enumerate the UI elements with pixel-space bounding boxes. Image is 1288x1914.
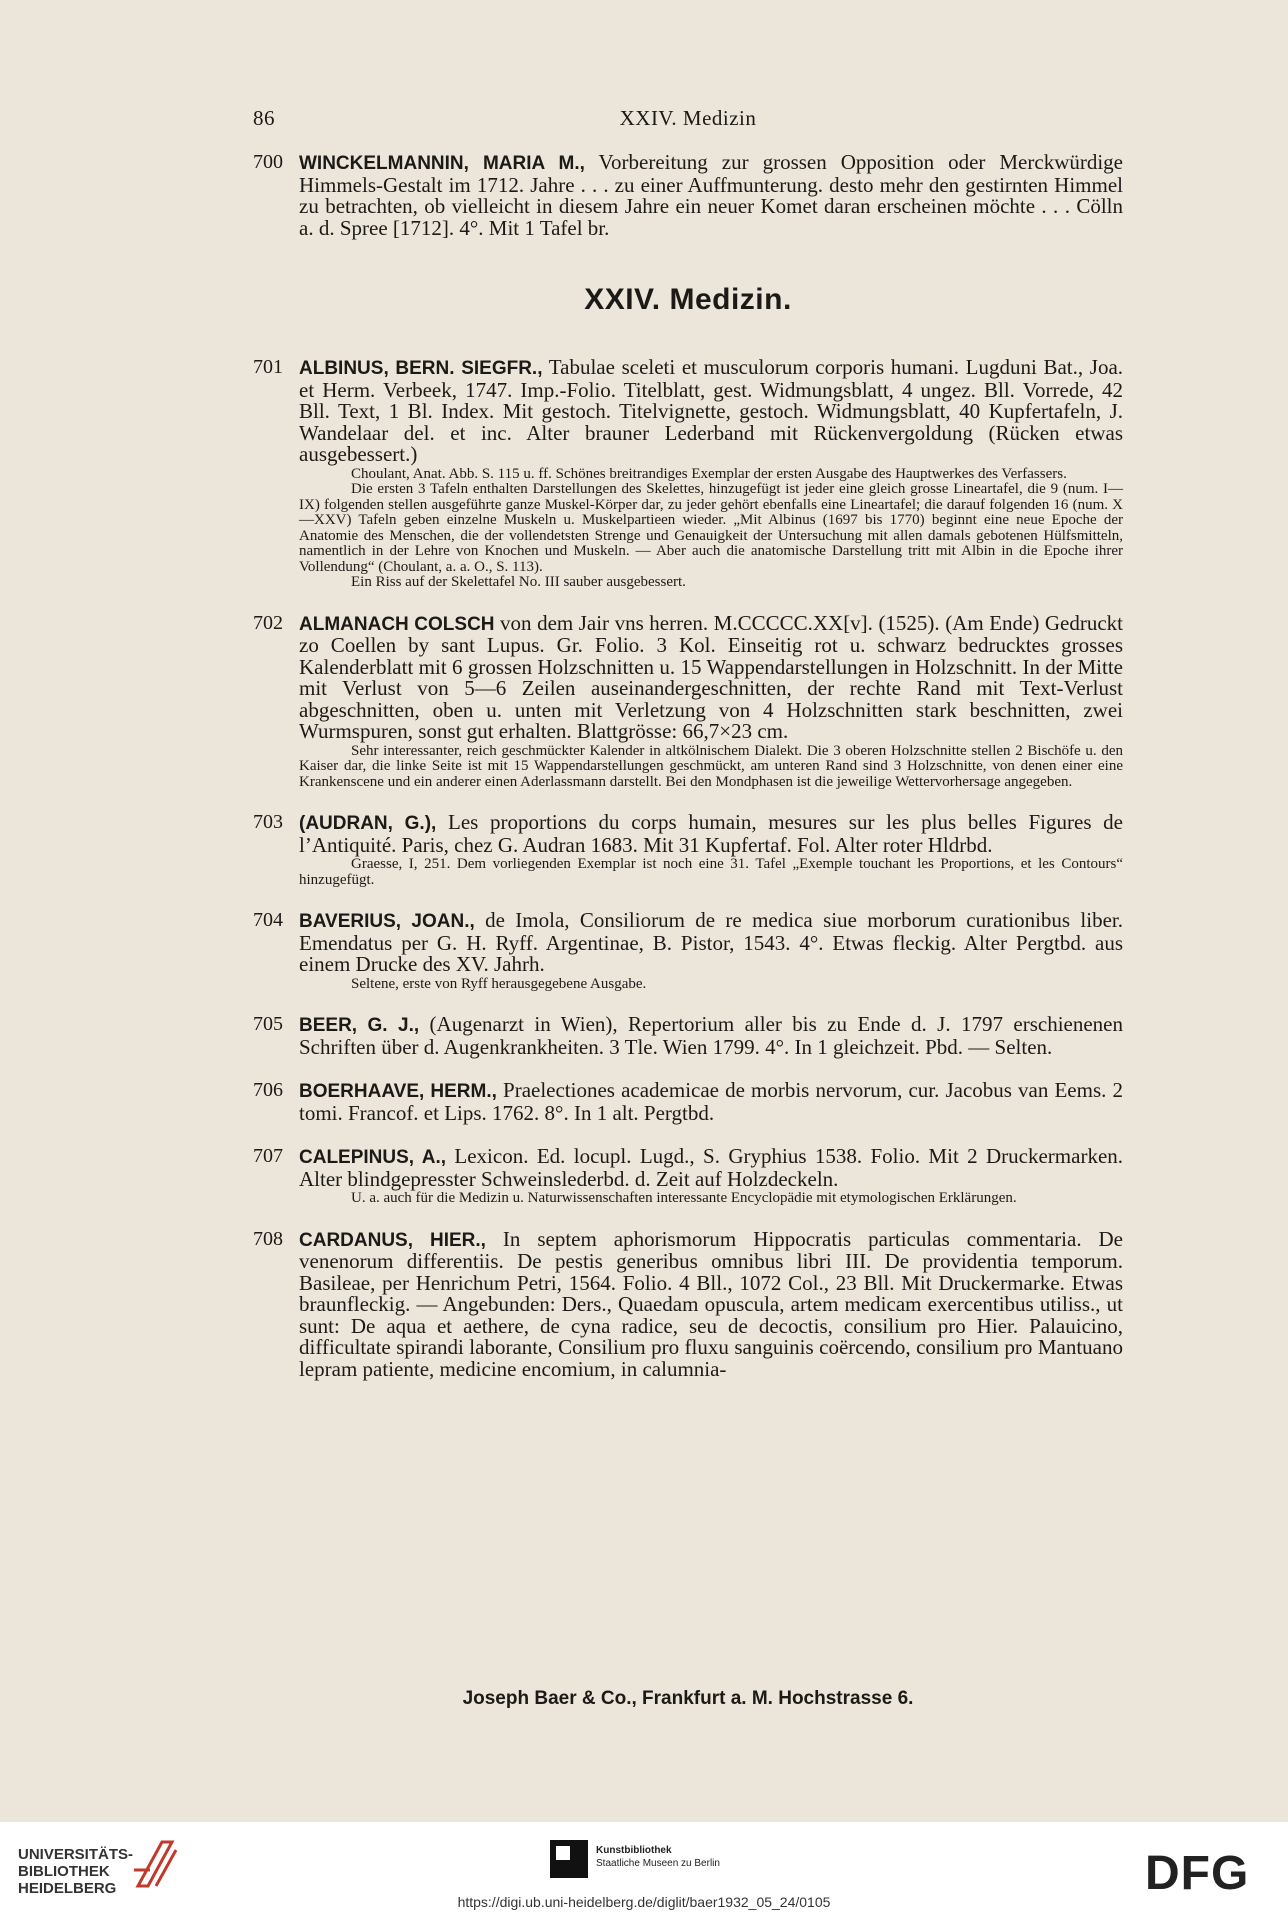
entry-note: U. a. auch für die Medizin u. Naturwissenschaften interessante Encyclopädie mit etymologischen Erklärungen. xyxy=(351,1190,1017,1206)
kunstbibliothek-label xyxy=(596,1844,720,1870)
entry-author: BAVERIUS, JOAN., xyxy=(299,911,475,932)
entry-text: Les proportions du corps humain, mesures sur les plus belles Figures de l’Antiquité. Paris, chez G. Audran 1683. Mit 31 Kupfertaf. Fol. Alter roter Hldrbd. xyxy=(299,810,1123,857)
catalog-content xyxy=(253,152,1123,1402)
running-title: XXIV. Medizin xyxy=(619,106,757,130)
kunstbibliothek-logo-icon[interactable] xyxy=(550,1840,588,1878)
entry-body xyxy=(299,1014,1123,1058)
catalog-entry-701 xyxy=(253,357,1123,591)
catalog-entry-707 xyxy=(253,1146,1123,1207)
ub-logo-line: BIBLIOTHEK xyxy=(18,1863,110,1880)
entry-note: Sehr interessanter, reich geschmückter Kalender in altkölnischem Dialekt. Die 3 oberen Holzschnitte stellen 2 Bischöfe u. den Kaiser dar, die linke Seite ist mit 15 Wappendarstellungen geschmückt, am unteren Rand sind 3 Holzschnitte, von denen einer eine Krankenscene und ein anderer einen Aderlassmann darstellt. Bei den Mondphasen ist die jeweilige Wettervorhersage angegeben. xyxy=(299,742,1123,790)
entry-text: Tabulae sceleti et musculorum corporis humani. Lugduni Bat., Joa. et Herm. Verbeek, 1747. Imp.-Folio. Titelblatt, gest. Widmungsblatt, 4 ungez. Bll. Vorrede, 42 Bll. Text, 1 Bl. Index. Mit gestoch. Titelvignette, gestoch. Widmungsblatt, 40 Kupfertafeln, J. Wandelaar del. et inc. Alter brauner Lederband mit Rückenvergoldung (Rücken etwas ausgebessert.) xyxy=(299,355,1124,466)
catalog-entry-702 xyxy=(253,610,1123,791)
entry-body xyxy=(299,357,1123,466)
entry-notes xyxy=(299,857,1123,888)
entry-body xyxy=(299,812,1123,856)
entry-text: Praelectiones academicae de morbis nervorum, cur. Jacobus van Eems. 2 tomi. Francof. et Lips. 1762. 8°. In 1 alt. Pergtbd. xyxy=(299,1078,1123,1125)
section-heading: XXIV. Medizin. xyxy=(584,283,792,316)
entry-notes xyxy=(299,977,1123,993)
entry-author: BEER, G. J., xyxy=(299,1015,420,1036)
entry-author: (AUDRAN, G.), xyxy=(299,813,437,834)
entry-number: 708 xyxy=(253,1227,283,1250)
entry-author: CARDANUS, HIER., xyxy=(299,1229,486,1251)
entry-author: CALEPINUS, A., xyxy=(299,1147,447,1168)
entry-author: WINCKELMANNIN, MARIA M., xyxy=(299,153,585,174)
entry-text: In septem aphorismorum Hippocratis particulas commentaria. De venenorum differentiis. De pestis generibus omnibus libri III. De providentia temporum. Basileae, per Henrichum Petri, 1564. Folio. 4 Bll., 1072 Col., 23 Bll. Mit Druckermarke. Etwas braunfleckig. — Angebunden: Ders., Quaedam opuscula, artem medicam exercentibus utiliss., ut sunt: De aqua et aethere, de cyna radice, seu de decoctis, consilium pro Hier. Palauicino, difficultate spirandi laborante, Consilium pro fluxu sanguinis coërcendo, consilium pro Mantuano lepram patiente, medicine encomium, in calumnia- xyxy=(299,1226,1124,1381)
dfg-logo[interactable]: DFG xyxy=(1145,1847,1250,1900)
catalog-entry-700 xyxy=(253,152,1123,239)
viewer-footer-bar xyxy=(0,1822,1288,1914)
entry-body xyxy=(299,152,1123,239)
entry-number: 704 xyxy=(253,909,283,931)
entry-body xyxy=(299,910,1123,976)
entry-number: 707 xyxy=(253,1145,283,1167)
entry-body xyxy=(299,1226,1124,1381)
entry-number: 706 xyxy=(253,1079,283,1101)
entry-text: de Imola, Consiliorum de re medica siue morborum curationibus liber. Emendatus per G. H. Ryff. Argentinae, B. Pistor, 1543. 4°. Etwas fleckig. Alter Pergtbd. aus einem Drucke des XV. Jahrh. xyxy=(299,908,1123,976)
entry-body xyxy=(299,1146,1123,1190)
entry-text: (Augenarzt in Wien), Repertorium aller bis zu Ende d. J. 1797 erschienenen Schriften über d. Augenkrankheiten. 3 Tle. Wien 1799. 4°. In 1 gleichzeit. Pbd. — Selten. xyxy=(299,1012,1124,1059)
entry-note: Die ersten 3 Tafeln enthalten Darstellungen des Skelettes, hinzugefügt ist jeder eine gleich grosse Lineartafel, die 9 (num. I—IX) folgenden stellen ausgeführte ganze Muskel-Körper dar, zu jeder gehört ebenfalls eine Lineartafel; die darauf folgenden 16 (num. X—XXV) Tafeln geben einzelne Muskeln u. Muskelpartieen wieder. „Mit Albinus (1697 bis 1770) beginnt eine neue Epoche der Anatomie des Menschen, die der vollendetsten Strenge und Genauigkeit der Untersuchung mit allen damals gebotenen Hülfsmitteln, namentlich in der Lehre von Knochen und Muskeln. — Aber auch die anatomische Darstellung tritt mit Albin in die Epoche ihrer Vollendung“ (Choulant, a. a. O., S. 113). xyxy=(299,481,1123,575)
ub-heidelberg-logo[interactable] xyxy=(18,1846,133,1897)
permalink-url[interactable]: https://digi.ub.uni-heidelberg.de/diglit/baer1932_05_24/0105 xyxy=(457,1894,831,1910)
entry-text: Lexicon. Ed. locupl. Lugd., S. Gryphius 1538. Folio. Mit 2 Druckermarken. Alter blindgepresster Schweinslederbd. d. Zeit auf Holzdeckeln. xyxy=(299,1144,1124,1191)
entry-note: Graesse, I, 251. Dem vorliegenden Exemplar ist noch eine 31. Tafel „Exemple touchant les Proportions, et les Contours“ hinzugefügt. xyxy=(299,856,1123,888)
ub-emblem-icon xyxy=(132,1836,178,1890)
kb-subtitle: Staatliche Museen zu Berlin xyxy=(596,1858,720,1869)
catalog-entry-703 xyxy=(253,812,1123,888)
entry-notes xyxy=(299,1191,1123,1207)
catalog-entry-705 xyxy=(253,1014,1123,1058)
entry-number: 705 xyxy=(253,1013,283,1035)
entry-number: 700 xyxy=(253,151,283,173)
entry-body xyxy=(299,1080,1123,1124)
publisher-imprint: Joseph Baer & Co., Frankfurt a. M. Hochstrasse 6. xyxy=(462,1688,914,1709)
entry-text: von dem Jair vns herren. M.CCCCC.XX[v]. (1525). (Am Ende) Gedruckt zo Coellen by sant Lupus. Gr. Folio. 3 Kol. Einseitig rot u. schwarz bedrucktes grosses Kalenderblatt mit 6 grossen Holzschnitten u. 15 Wappendarstellungen in Holzschnitt. In der Mitte mit Verlust von 5—6 Zeilen auseinandergeschnitten, der rechte Rand mit Text-Verlust abgeschnitten, oben u. unten mit Verletzung von 4 Holzschnitten stark beschnitten, zwei Wurmspuren, sonst gut erhalten. Blattgrösse: 66,7×23 cm. xyxy=(299,610,1123,743)
entry-notes xyxy=(299,467,1123,591)
entry-note: Ein Riss auf der Skelettafel No. III sauber ausgebessert. xyxy=(351,574,686,590)
catalog-entry-708 xyxy=(253,1226,1124,1381)
catalog-entry-706 xyxy=(253,1080,1123,1124)
entry-note: Seltene, erste von Ryff herausgegebene Ausgabe. xyxy=(351,975,647,992)
ub-logo-line: UNIVERSITÄTS- xyxy=(18,1846,134,1863)
page-number: 86 xyxy=(253,106,275,130)
entry-notes xyxy=(299,744,1123,791)
entry-number: 701 xyxy=(253,356,283,378)
catalog-entry-704 xyxy=(253,910,1123,992)
entry-body xyxy=(299,610,1123,743)
kb-name: Kunstbibliothek xyxy=(596,1845,672,1856)
entry-author: BOERHAAVE, HERM., xyxy=(299,1081,497,1102)
entry-author: ALMANACH COLSCH xyxy=(299,613,495,635)
entry-author: ALBINUS, BERN. SIEGFR., xyxy=(299,358,543,379)
entry-note: Choulant, Anat. Abb. S. 115 u. ff. Schönes breitrandiges Exemplar der ersten Ausgabe des Hauptwerkes des Verfassers. xyxy=(351,465,1067,482)
entry-number: 702 xyxy=(253,611,283,634)
entry-text: Vorbereitung zur grossen Opposition oder Merckwürdige Himmels-Gestalt im 1712. Jahre . . . zu einer Auffmunterung. desto mehr den gestirnten Himmel zu betrachten, ob vielleicht in diesem Jahre ein neuer Komet daran erscheinen möchte . . . Cölln a. d. Spree [1712]. 4°. Mit 1 Tafel br. xyxy=(299,150,1124,240)
entry-number: 703 xyxy=(253,811,283,833)
ub-logo-line: HEIDELBERG xyxy=(18,1880,117,1897)
